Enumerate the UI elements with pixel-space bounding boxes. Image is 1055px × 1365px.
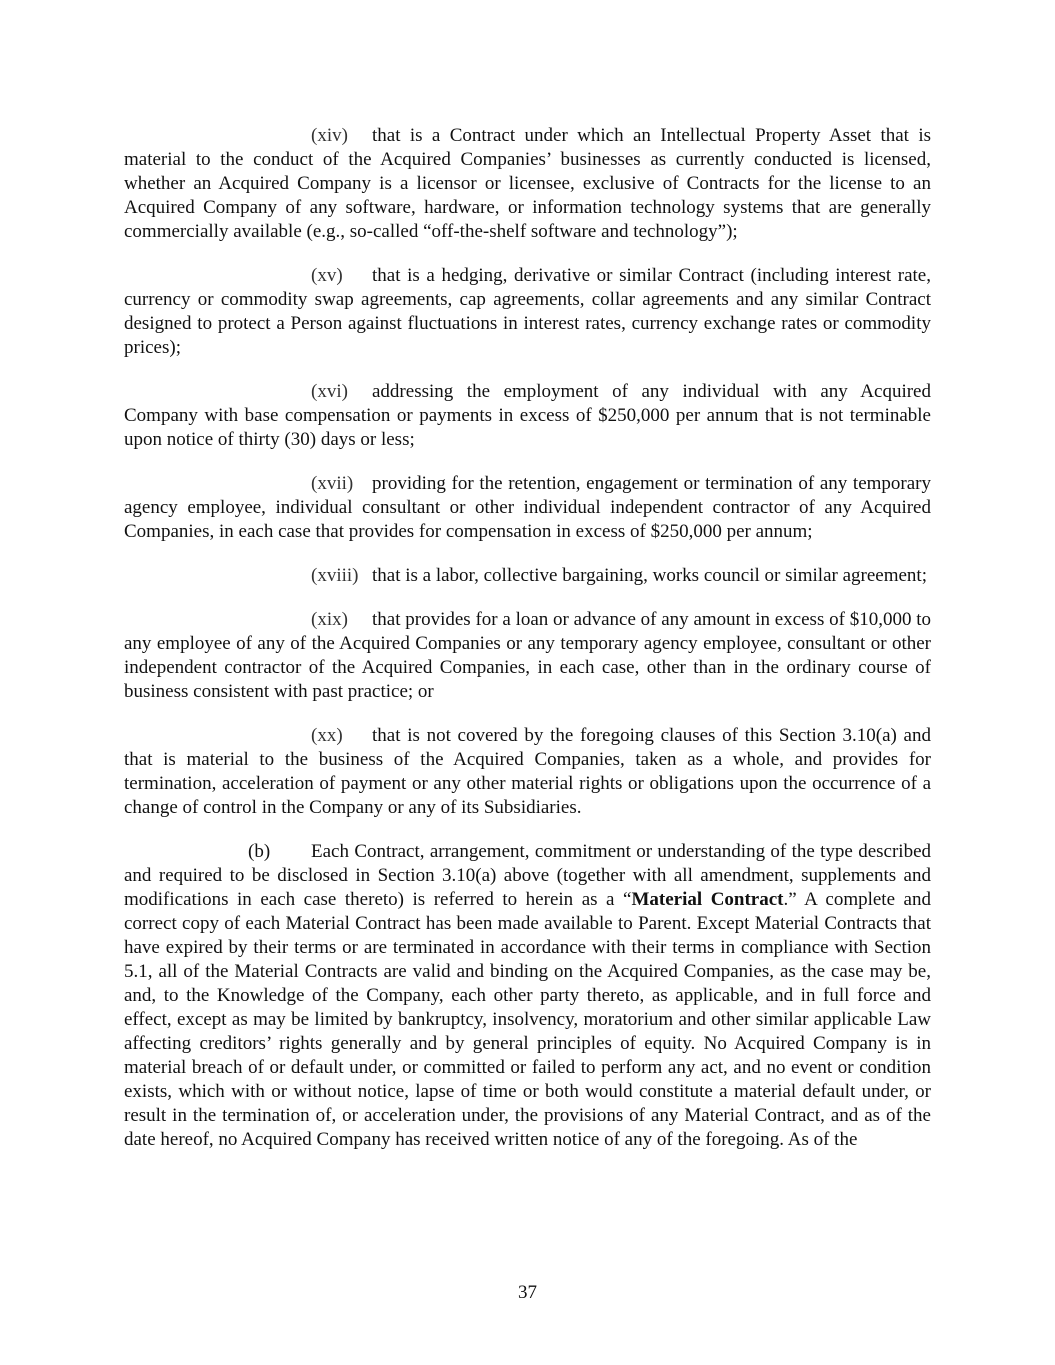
clause-xiv	[124, 124, 931, 244]
clause-xx	[124, 724, 931, 820]
clause-text: that is not covered by the foregoing clauses of this Section 3.10(a) and that is material to the business of the Acquired Companies, taken as a whole, and provides for termination, acceleration of payment or any other material rights or obligations upon the occurrence of a change of control in the Company or any of its Subsidiaries.	[124, 725, 931, 818]
section-b-text-before: Each Contract, arrangement, commitment or understanding of the type described and required to be disclosed in Section 3.10(a) above (together with all amendment, supplements and modifications in each case thereto) is referred to herein as a “	[124, 841, 931, 910]
clause-number: (xiv)	[311, 125, 348, 146]
clause-xix	[124, 608, 931, 704]
clause-xvii	[124, 472, 931, 544]
clause-text: that is a labor, collective bargaining, works council or similar agreement;	[372, 565, 927, 586]
clause-number: (xv)	[311, 265, 343, 286]
clause-text: addressing the employment of any individual with any Acquired Company with base compensation or payments in excess of $250,000 per annum that is not terminable upon notice of thirty (30) days or less;	[124, 381, 931, 450]
clause-text: that is a hedging, derivative or similar Contract (including interest rate, currency or commodity swap agreements, cap agreements, collar agreements and any similar Contract designed to protect a Person against fluctuations in interest rates, currency exchange rates or commodity prices);	[124, 265, 931, 358]
clause-text: that is a Contract under which an Intellectual Property Asset that is material to the conduct of the Acquired Companies’ businesses as currently conducted is licensed, whether an Acquired Company is a licensor or licensee, exclusive of Contracts for the license to an Acquired Company of any software, hardware, or information technology systems that are generally commercially available (e.g., so-called “off-the-shelf software and technology”);	[124, 125, 931, 242]
clause-text: providing for the retention, engagement or termination of any temporary agency employee, individual consultant or other individual independent contractor of any Acquired Companies, in each case that provides for compensation in excess of $250,000 per annum;	[124, 473, 931, 542]
clause-number: (xvii)	[311, 473, 354, 494]
section-b-paragraph	[124, 840, 931, 1152]
clause-number: (xx)	[311, 725, 343, 746]
section-b-text-after: .” A complete and correct copy of each Material Contract has been made available to Parent. Except Material Contracts that have expired by their terms or are terminated in accordance with their terms in compliance with Section 5.1, all of the Material Contracts are valid and binding on the Acquired Companies, as the case may be, and, to the Knowledge of the Company, each other party thereto, as applicable, and in full force and effect, except as may be limited by bankruptcy, insolvency, moratorium and other similar applicable Law affecting creditors’ rights generally and by general principles of equity. No Acquired Company is in material breach of or default under, or committed or failed to perform any act, and no event or condition exists, which with or without notice, lapse of time or both would constitute a material default under, or result in the termination of, or acceleration under, the provisions of any Material Contract, and as of the date hereof, no Acquired Company has received written notice of any of the foregoing. As of the	[124, 889, 931, 1150]
clause-xviii	[124, 564, 931, 588]
defined-term-material-contract: Material Contract	[631, 889, 784, 910]
page-number: 37	[518, 1282, 537, 1303]
document-page	[124, 124, 931, 1172]
clause-xvi	[124, 380, 931, 452]
section-b-number: (b)	[248, 841, 271, 862]
clause-number: (xviii)	[311, 565, 359, 586]
clause-xv	[124, 264, 931, 360]
clause-text: that provides for a loan or advance of any amount in excess of $10,000 to any employee of any of the Acquired Companies or any temporary agency employee, consultant or other independent contractor of the Acquired Companies, in each case, other than in the ordinary course of business consistent with past practice; or	[124, 609, 931, 702]
clause-number: (xvi)	[311, 381, 348, 402]
clause-number: (xix)	[311, 609, 348, 630]
